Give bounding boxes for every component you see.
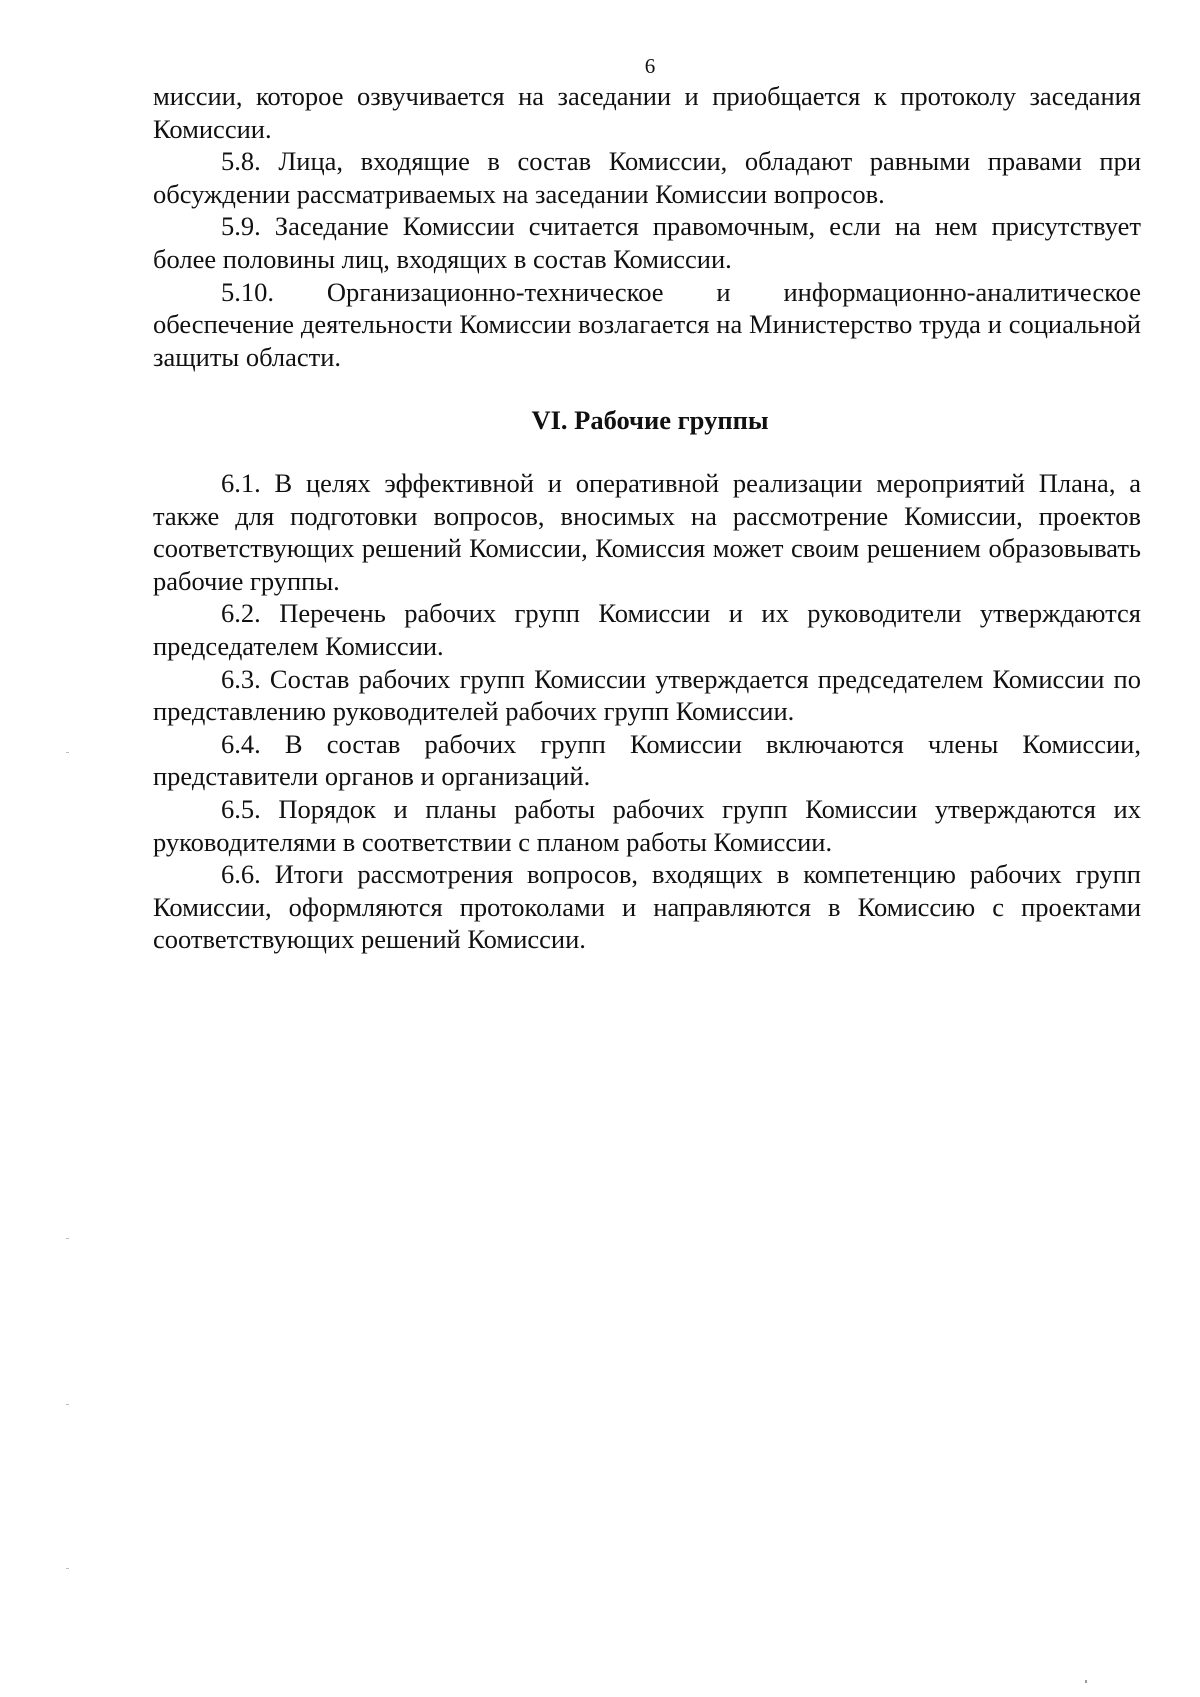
page-number: 6 bbox=[644, 54, 656, 78]
paragraph-6-3: 6.3. Состав рабочих групп Комиссии утверждается председателем Комиссии по представлению руководителей рабочих групп Комиссии. bbox=[153, 663, 1141, 727]
scan-artifact bbox=[66, 1404, 69, 1405]
paragraph-5-9: 5.9. Заседание Комиссии считается правомочным, если на нем присутствует более половины лиц, входящих в состав Комиссии. bbox=[153, 211, 1141, 274]
scan-artifact bbox=[66, 1238, 69, 1239]
scan-artifact bbox=[66, 752, 69, 753]
paragraph-5-8: 5.8. Лица, входящие в состав Комиссии, обладают равными правами при обсуждении рассматриваемых на заседании Комиссии вопросов. bbox=[153, 146, 1141, 209]
scan-artifact bbox=[66, 1568, 69, 1569]
paragraph-6-2: 6.2. Перечень рабочих групп Комиссии и их руководители утверждаются председателем Комиссии. bbox=[153, 598, 1141, 661]
section-heading: VI. Рабочие группы bbox=[531, 405, 769, 435]
scan-artifact bbox=[1085, 1680, 1087, 1683]
paragraph-6-5: 6.5. Порядок и планы работы рабочих групп Комиссии утверждаются их руководителями в соответствии с планом работы Комиссии. bbox=[153, 793, 1141, 857]
paragraph-6-6: 6.6. Итоги рассмотрения вопросов, входящих в компетенцию рабочих групп Комиссии, оформляются протоколами и направляются в Комиссию с проектами соответствующих решений Комиссии. bbox=[153, 859, 1141, 955]
paragraph-6-4: 6.4. В состав рабочих групп Комиссии включаются члены Комиссии, представители органов и организаций. bbox=[153, 728, 1141, 792]
section-6-body bbox=[153, 467, 1141, 956]
paragraph-6-1: 6.1. В целях эффективной и оперативной реализации мероприятий Плана, а также для подготовки вопросов, вносимых на рассмотрение Комиссии, проектов соответствующих решений Комиссии, Комиссия может своим решением образовывать рабочие группы. bbox=[153, 468, 1141, 596]
paragraph-continuation: миссии, которое озвучивается на заседании и приобщается к протоколу заседания Комиссии. bbox=[153, 81, 1141, 144]
section-5-continuation bbox=[153, 80, 1141, 373]
paragraph-5-10: 5.10. Организационно-техническое и информационно-аналитическое обеспечение деятельности Комиссии возлагается на Министерство труда и социальной защиты области. bbox=[153, 276, 1141, 372]
